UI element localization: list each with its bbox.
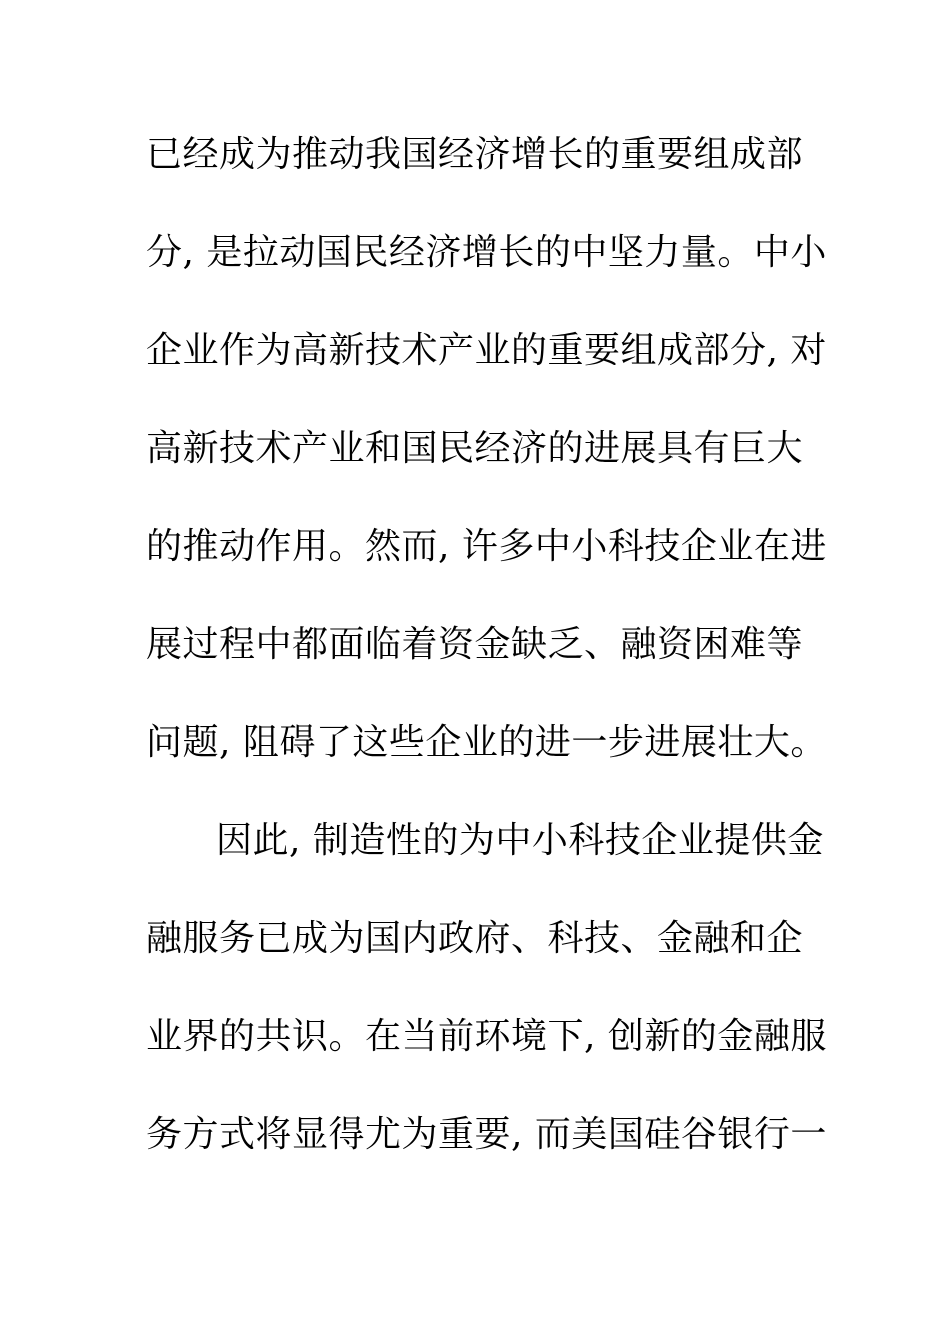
text-line: 业界的共识。在当前环境下, 创新的金融服: [146, 1016, 827, 1057]
text-line: 的推动作用。然而, 许多中小科技企业在进: [146, 526, 827, 567]
paragraph-start-line: 因此, 制造性的为中小科技企业提供金: [216, 820, 824, 861]
text-line: 高新技术产业和国民经济的进展具有巨大: [146, 428, 804, 469]
text-line: 融服务已成为国内政府、科技、金融和企: [146, 918, 804, 959]
text-line: 企业作为高新技术产业的重要组成部分, 对: [146, 330, 827, 371]
text-line: 已经成为推动我国经济增长的重要组成部: [146, 134, 804, 175]
text-line: 展过程中都面临着资金缺乏、融资困难等: [146, 624, 804, 665]
text-line: 问题, 阻碍了这些企业的进一步进展壮大。: [146, 722, 827, 763]
body-text: [146, 124, 827, 1202]
text-line: 分, 是拉动国民经济增长的中坚力量。中小: [146, 232, 827, 273]
text-line: 务方式将显得尤为重要, 而美国硅谷银行一: [146, 1114, 827, 1155]
